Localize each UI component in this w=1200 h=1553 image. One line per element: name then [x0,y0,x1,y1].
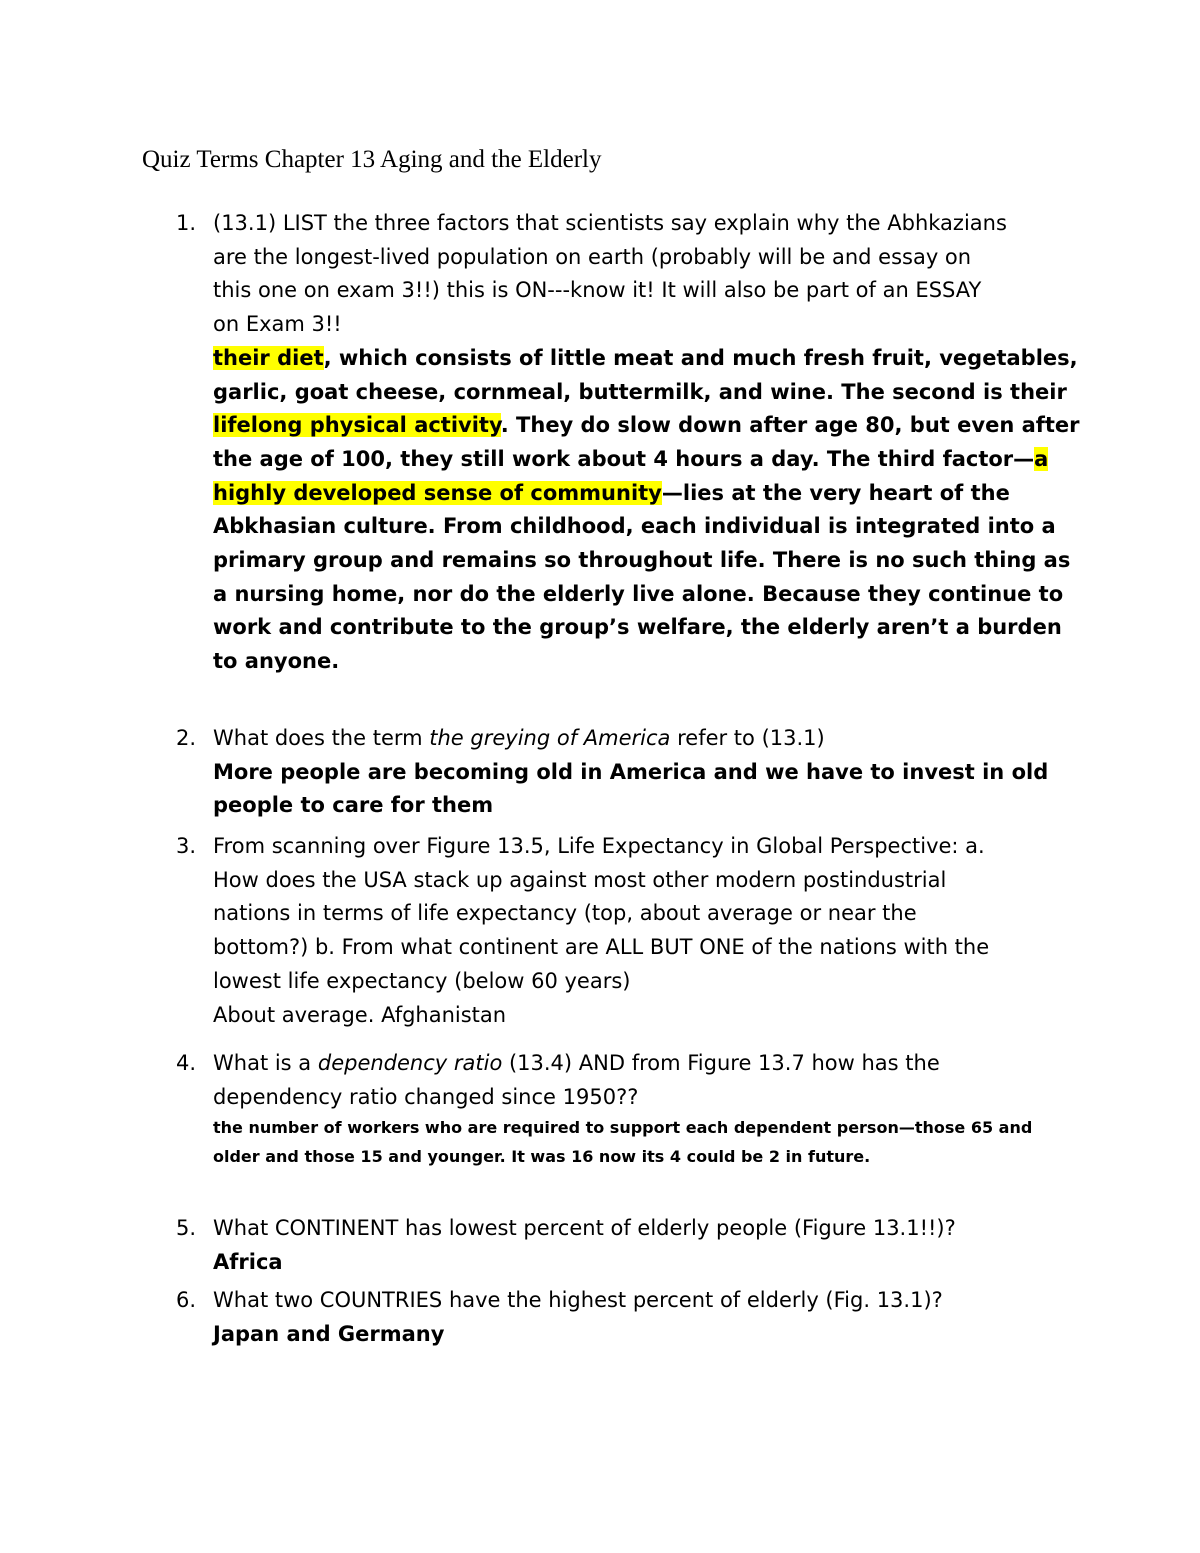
question-text-part: What does the term [213,726,430,750]
question-text [213,207,1080,679]
question-text-part: refer to (13.1) [670,726,825,750]
question-term: the greying of America [429,726,671,750]
question-text-part: What is a [213,1051,318,1075]
question-line: From scanning over Figure 13.5, Life Expectancy in Global Perspective: a. [213,834,985,858]
answer-1 [213,342,1080,679]
question-number: 6. [176,1288,197,1312]
question-4 [176,1047,1076,1171]
question-line: nations in terms of life expectancy (top, about average or near the [213,901,917,926]
question-text [213,1212,1076,1279]
question-line: dependency ratio changed since 1950?? [213,1084,639,1109]
answer-2 [213,756,1076,823]
highlight-their-diet: their diet [213,345,324,370]
question-line: bottom?) b. From what continent are ALL BUT ONE of the nations with the [213,935,990,960]
question-line [213,722,1076,756]
answer-line: a nursing home, nor do the elderly live alone. Because they continue to [213,581,1064,606]
answer-line: older and those 15 and younger. It was 16 now its 4 could be 2 in future. [213,1146,871,1166]
answer-line: Abkhasian culture. From childhood, each individual is integrated into a [213,514,1056,539]
question-1 [176,207,1080,679]
question-number: 2. [176,726,197,750]
question-line: What CONTINENT has lowest percent of elderly people (Figure 13.1!!)? [213,1216,956,1240]
highlight-sense-of-community: highly developed sense of community [213,480,662,505]
answer-3: About average. Afghanistan [213,1002,507,1027]
highlight-physical-activity: lifelong physical activity [213,413,501,438]
question-line: lowest life expectancy (below 60 years) [213,968,631,993]
answer-text: . They do slow down after age 80, but even after [500,413,1080,438]
question-number: 5. [176,1216,197,1240]
question-number: 3. [176,834,197,858]
question-text [213,830,1076,1032]
answer-text: , which consists of little meat and much fresh fruit, vegetables, [323,345,1078,370]
answer-line [213,443,1076,477]
question-text [213,1284,1076,1351]
answer-line: people to care for them [213,793,494,818]
question-6 [176,1284,1076,1351]
question-line: What two COUNTRIES have the highest percent of elderly (Fig. 13.1)? [213,1288,943,1312]
question-line: this one on exam 3!!) this is ON---know it! It will also be part of an ESSAY [213,278,982,303]
answer-text: the age of 100, they still work about 4 hours a day. The third factor— [213,446,1035,471]
document-title: Quiz Terms Chapter 13 Aging and the Elderly [142,146,602,173]
question-line [213,1047,1076,1081]
question-number: 1. [176,211,197,235]
question-text [213,722,1076,823]
question-line: on Exam 3!! [213,312,342,337]
answer-line [213,409,1080,443]
question-text-part: (13.4) AND from Figure 13.7 how has the [502,1051,940,1075]
answer-line: to anyone. [213,649,340,674]
answer-line: primary group and remains so throughout life. There is no such thing as [213,548,1071,573]
question-3 [176,830,1076,1032]
question-2 [176,722,1076,823]
answer-6: Japan and Germany [213,1321,445,1346]
question-number: 4. [176,1051,197,1075]
question-5 [176,1212,1076,1279]
highlight-a: a [1034,446,1049,471]
answer-line: garlic, goat cheese, cornmeal, buttermilk, and wine. The second is their [213,379,1067,404]
answer-line [213,477,1076,511]
answer-line: work and contribute to the group’s welfare, the elderly aren’t a burden [213,615,1062,640]
question-text [213,1047,1076,1171]
answer-5: Africa [213,1249,283,1274]
question-term: dependency ratio [317,1051,503,1075]
answer-line [213,342,1076,376]
answer-line: More people are becoming old in America and we have to invest in old [213,759,1049,784]
answer-line: the number of workers who are required to support each dependent person—those 65 and [213,1118,1033,1138]
question-line: How does the USA stack up against most other modern postindustrial [213,867,947,892]
answer-text: —lies at the very heart of the [661,480,1010,505]
answer-4 [213,1114,1076,1171]
question-line: are the longest-lived population on earth (probably will be and essay on [213,244,972,269]
question-line: (13.1) LIST the three factors that scientists say explain why the Abhkazians [213,211,1007,235]
